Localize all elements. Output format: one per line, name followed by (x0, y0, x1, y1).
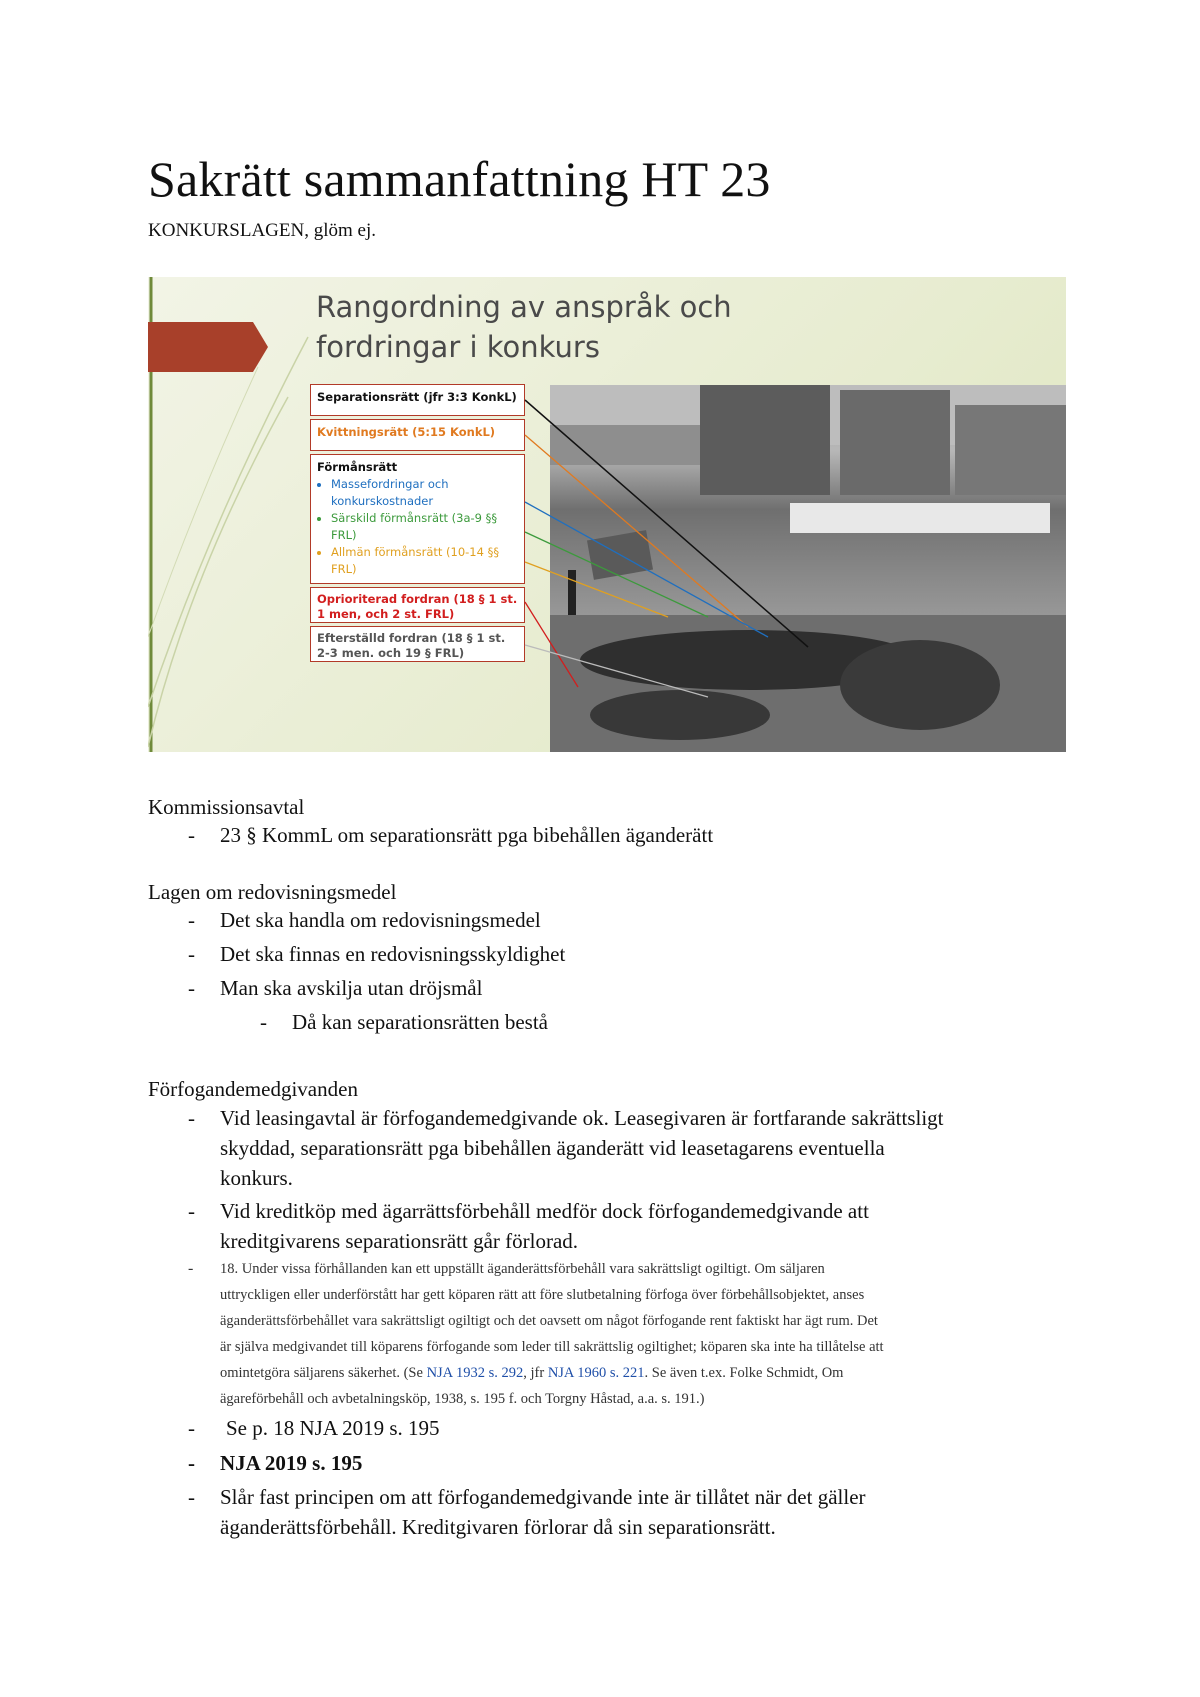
list-item-text (220, 1482, 866, 1542)
list-item-text: Man ska avskilja utan dröjsmål (220, 976, 483, 1000)
list-item-text (220, 1196, 869, 1256)
formansratt-item: • Allmän förmånsrätt (10-14 §§ FRL) (331, 544, 518, 578)
quote-fragment: omintetgöra säljarens säkerhet. (Se (220, 1365, 427, 1381)
page-subtitle: KONKURSLAGEN, glöm ej. (148, 220, 376, 241)
bullet-dash: - (188, 1199, 195, 1223)
formansratt-title: Förmånsrätt (317, 460, 398, 474)
quote-fragment: . Se även t.ex. Folke Schmidt, Om (644, 1365, 844, 1381)
section-heading-kommission: Kommissionsavtal (148, 795, 305, 819)
list-item-text: Då kan separationsrätten bestå (292, 1010, 548, 1034)
kvittning-label: Kvittningsrätt (5:15 KonkL) (317, 425, 496, 439)
quote-line: 18. Under vissa förhållanden kan ett uppställt äganderättsförbehåll vara sakrättsligt ogiltigt. Om säljaren (220, 1261, 825, 1277)
efterstalld-label: Efterställd fordran (18 § 1 st. 2-3 men. och 19 § FRL) (317, 631, 506, 660)
formansratt-item: • Särskild förmånsrätt (3a-9 §§ FRL) (331, 510, 518, 544)
section-heading-forfogande: Förfogandemedgivanden (148, 1077, 358, 1101)
section-heading-redovisning: Lagen om redovisningsmedel (148, 880, 397, 904)
list-item-text: Se p. 18 NJA 2019 s. 195 (226, 1416, 440, 1440)
text-line: Vid leasingavtal är förfogandemedgivande ok. Leasegivaren är fortfarande sakrättsligt (220, 1106, 944, 1130)
slide-title: Rangordning av anspråk och fordringar i konkurs (316, 290, 732, 364)
bullet-dash: - (188, 942, 195, 966)
quote-line: uttryckligen eller underförstått har gett köparen rätt att före slutbetalning förfoga över förbehållsobjektet, anses (220, 1287, 865, 1303)
list-item-text (220, 1103, 944, 1193)
text-line: konkurs. (220, 1166, 293, 1190)
list-item-text: NJA 2019 s. 195 (220, 1451, 363, 1475)
formansratt-item: • Massefordringar och konkurskostnader (331, 476, 518, 510)
list-item-text: Det ska finnas en redovisningsskyldighet (220, 942, 566, 966)
oprioriterad-label: Oprioriterad fordran (18 § 1 st. 1 men, och 2 st. FRL) (317, 592, 518, 621)
nja-1932-link[interactable]: NJA 1932 s. 292 (426, 1365, 524, 1381)
text-line: skyddad, separationsrätt pga bibehållen äganderätt vid leasetagarens eventuella (220, 1136, 885, 1160)
bullet-dash: - (188, 823, 195, 847)
bullet-dash: - (188, 1485, 195, 1509)
bullet-dash: - (188, 908, 195, 932)
text-line: Vid kreditköp med ägarrättsförbehåll medför dock förfogandemedgivande att (220, 1199, 869, 1223)
bullet-dash: - (188, 976, 195, 1000)
quote-line: äganderättsförbehållet vara sakrättsligt ogiltigt och det oavsett om något förfogande rent faktiskt har ägt rum. Det (220, 1313, 878, 1329)
bullet-dash: - (188, 1451, 195, 1475)
text-line: äganderättsförbehåll. Kreditgivaren förlorar då sin separationsrätt. (220, 1515, 776, 1539)
list-item-text: Det ska handla om redovisningsmedel (220, 908, 541, 932)
nja-1960-link[interactable]: NJA 1960 s. 221 (547, 1365, 645, 1381)
bullet-dash: - (188, 1260, 194, 1277)
quote-text (220, 1256, 884, 1412)
connector-lines (148, 277, 1066, 752)
text-line: Slår fast principen om att förfogandemedgivande inte är tillåtet när det gäller (220, 1485, 866, 1509)
bullet-dash: - (260, 1010, 267, 1034)
text-line: kreditgivarens separationsrätt går förlorad. (220, 1229, 579, 1253)
slide-image (148, 277, 1066, 752)
quote-fragment: , jfr (523, 1365, 548, 1381)
list-item-text: 23 § KommL om separationsrätt pga bibehållen äganderätt (220, 823, 714, 847)
bullet-dash: - (188, 1106, 195, 1130)
quote-line: är själva medgivandet till köparens förfogande som leder till sakrättslig ogiltighet; köparen ska inte ha tillåtelse att (220, 1339, 884, 1355)
quote-line (220, 1360, 884, 1386)
bullet-dash: - (188, 1416, 195, 1440)
separation-label: Separationsrätt (jfr 3:3 KonkL) (317, 390, 517, 404)
page-title: Sakrätt sammanfattning HT 23 (148, 151, 771, 207)
quote-line: ägareförbehåll och avbetalningsköp, 1938, s. 195 f. och Torgny Håstad, a.a. s. 191.) (220, 1391, 705, 1407)
